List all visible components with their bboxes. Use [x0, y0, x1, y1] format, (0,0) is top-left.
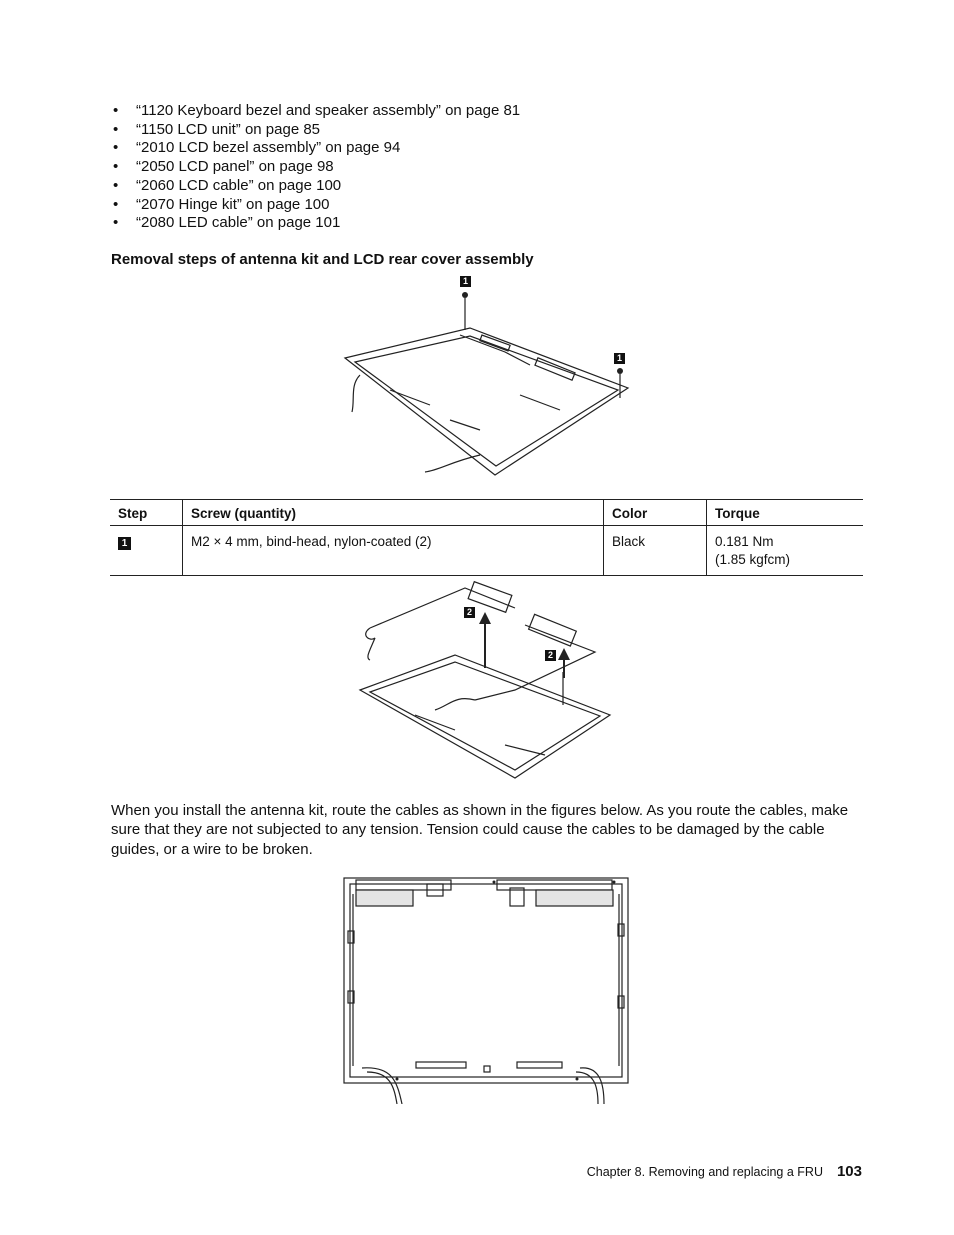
column-header-torque: Torque: [707, 500, 864, 526]
page-footer: [587, 1163, 862, 1180]
callout-1: 1: [614, 353, 625, 364]
list-item: • “2080 LED cable” on page 101: [113, 214, 341, 232]
figure-rear-cover-screws: [330, 270, 640, 490]
callout-1: 1: [460, 276, 471, 287]
cable-routing-illustration: [342, 876, 630, 1104]
torque-cell: 0.181 Nm (1.85 kgfcm): [707, 526, 864, 576]
antenna-kit-illustration: [355, 580, 615, 780]
callout-2: 2: [464, 607, 475, 618]
callout-2: 2: [545, 650, 556, 661]
list-item: • “2060 LCD cable” on page 100: [113, 176, 342, 194]
list-item: • “2050 LCD panel” on page 98: [113, 158, 334, 176]
rear-cover-illustration: [330, 270, 640, 490]
figure-antenna-kit-removal: [355, 580, 615, 780]
step-cell: [110, 526, 183, 576]
reference-list: [111, 102, 520, 233]
section-heading: Removal steps of antenna kit and LCD rear cover assembly: [111, 251, 534, 268]
column-header-screw: Screw (quantity): [183, 500, 604, 526]
list-item: • “1150 LCD unit” on page 85: [113, 120, 321, 138]
list-item: • “2010 LCD bezel assembly” on page 94: [113, 139, 401, 157]
page-number: 103: [836, 1163, 862, 1180]
list-item: • “1120 Keyboard bezel and speaker assembly” on page 81: [113, 102, 521, 119]
screw-table: [110, 499, 863, 576]
chapter-title: Chapter 8. Removing and replacing a FRU: [586, 1165, 823, 1179]
color-cell: Black: [604, 526, 707, 576]
screw-cell: M2 × 4 mm, bind-head, nylon-coated (2): [183, 526, 604, 576]
table-row: [110, 526, 863, 576]
column-header-step: Step: [110, 500, 183, 526]
list-item: • “2070 Hinge kit” on page 100: [113, 195, 330, 213]
step-badge: 1: [118, 537, 131, 550]
figure-cable-routing: [342, 876, 630, 1104]
column-header-color: Color: [604, 500, 707, 526]
install-instructions: When you install the antenna kit, route the cables as shown in the figures below. As you route the cables, make sure that they are not subjected to any tension. Tension could cause the cables to be damaged by the cable guides, or a wire to be broken.: [111, 802, 849, 858]
